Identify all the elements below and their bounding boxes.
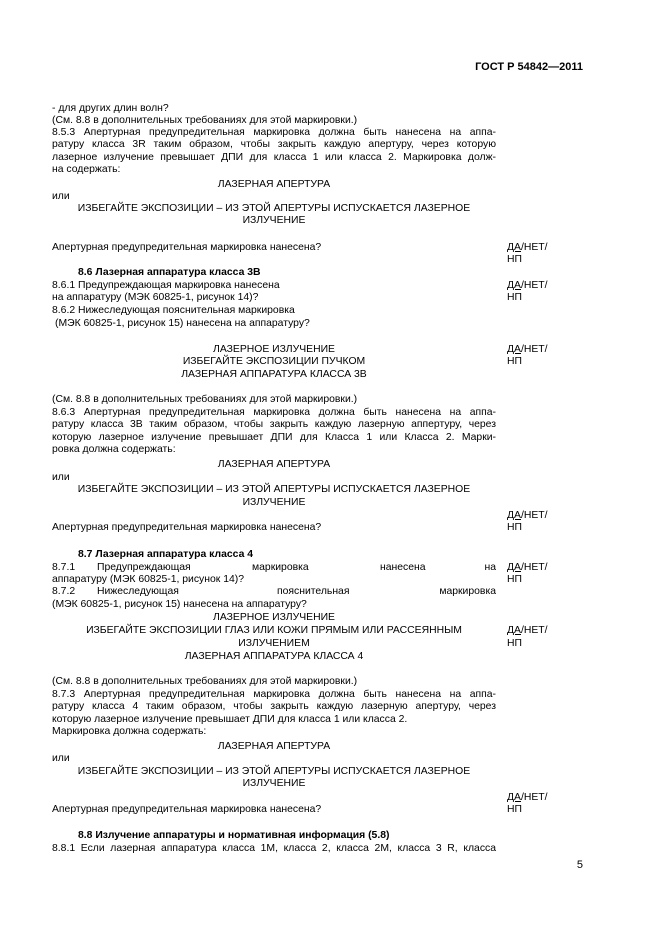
text-line: ровка должна содержать:	[52, 444, 176, 455]
marking-text: ИЗБЕГАЙТЕ ЭКСПОЗИЦИИ ГЛАЗ ИЛИ КОЖИ ПРЯМЫМ ИЛИ РАССЕЯННЫМ	[86, 625, 462, 636]
marking-text: ЛАЗЕРНАЯ АППАРАТУРА КЛАССА 3B	[181, 369, 367, 380]
text-line: 8.7.3 Апертурная предупредительная маркировка должна быть нанесена на аппа-	[52, 689, 496, 700]
marking-text: ЛАЗЕРНАЯ АППАРАТУРА КЛАССА 4	[184, 651, 364, 662]
answer-options: ДА/НЕТ/	[507, 242, 548, 253]
section-heading: 8.8 Излучение аппаратуры и нормативная информация (5.8)	[78, 830, 390, 841]
standard-code: ГОСТ Р 54842—2011	[475, 61, 583, 73]
question-line: Апертурная предупредительная маркировка нанесена?	[52, 804, 322, 815]
text-line: (МЭК 60825-1, рисунок 15) нанесена на аппаратуру?	[55, 318, 310, 329]
answer-na: НП	[507, 638, 522, 649]
answer-options: ДА/НЕТ/	[507, 510, 548, 521]
question-line: Апертурная предупредительная маркировка нанесена?	[52, 242, 322, 253]
text-line: Маркировка должна содержать:	[52, 726, 207, 737]
text-line: 8.5.3 Апертурная предупредительная маркировка должна быть нанесена на аппа-	[52, 127, 496, 138]
answer-options: ДА/НЕТ/	[507, 625, 548, 636]
section-heading: 8.6 Лазерная аппаратура класса 3B	[78, 267, 261, 278]
marking-text: ЛАЗЕРНОЕ ИЗЛУЧЕНИЕ	[213, 612, 335, 623]
marking-text: ЛАЗЕРНАЯ АПЕРТУРА	[217, 179, 331, 190]
text-line: ратуру класса 4 таким образом, чтобы закрыть каждую лазерную апертуру, через	[52, 701, 496, 712]
marking-text: ИЗЛУЧЕНИЕМ	[238, 638, 310, 649]
marking-text: ИЗБЕГАЙТЕ ЭКСПОЗИЦИИ – ИЗ ЭТОЙ АПЕРТУРЫ ИСПУСКАЕТСЯ ЛАЗЕРНОЕ	[77, 766, 471, 777]
text-line: - для других длин волн?	[52, 103, 169, 114]
text-line: лазерное излучение превышает ДПИ для класса 1 или класса 2. Маркировка долж-	[52, 152, 496, 163]
text-line: (См. 8.8 в дополнительных требованиях для этой маркировки.)	[52, 394, 358, 405]
text-line: которую лазерное излучение превышает ДПИ для класса 1 или класса 2.	[52, 714, 408, 725]
text-line: ратуру класса 3R таким образом, чтобы закрыть каждую апертуру, через которую	[52, 139, 496, 150]
answer-options: ДА/НЕТ/	[507, 792, 548, 803]
marking-text: ЛАЗЕРНАЯ АПЕРТУРА	[217, 741, 331, 752]
answer-na: НП	[507, 356, 522, 367]
text-line: которую лазерное излучение превышает ДПИ для Класса 1 или Класса 2. Марки-	[52, 432, 496, 443]
text-line: 8.6.2 Нижеследующая пояснительная маркировка	[52, 305, 295, 316]
marking-text: ИЗБЕГАЙТЕ ЭКСПОЗИЦИИ – ИЗ ЭТОЙ АПЕРТУРЫ ИСПУСКАЕТСЯ ЛАЗЕРНОЕ	[77, 203, 471, 214]
answer-options: ДА/НЕТ/	[507, 562, 548, 573]
text-line: ратуру класса 3B таким образом, чтобы закрыть каждую лазерную аппертуру, через	[52, 419, 496, 430]
marking-text: ЛАЗЕРНАЯ АПЕРТУРА	[217, 459, 331, 470]
section-heading: 8.7 Лазерная аппаратура класса 4	[78, 549, 254, 560]
marking-text: ИЗЛУЧЕНИЕ	[242, 778, 306, 789]
text-line: (МЭК 60825-1, рисунок 15) нанесена на аппаратуру?	[52, 599, 307, 610]
marking-text: ИЗЛУЧЕНИЕ	[242, 497, 306, 508]
text-line: 8.6.1 Предупреждающая маркировка нанесена	[52, 280, 280, 291]
answer-na: НП	[507, 804, 522, 815]
answer-options: ДА/НЕТ/	[507, 344, 548, 355]
text-line: на содержать:	[52, 164, 121, 175]
text-line: на аппаратуру (МЭК 60825-1, рисунок 14)?	[52, 292, 259, 303]
answer-na: НП	[507, 292, 522, 303]
text-line: (См. 8.8 в дополнительных требованиях для этой маркировки.)	[52, 115, 358, 126]
page-number: 5	[576, 859, 583, 871]
marking-text: ИЗБЕГАЙТЕ ЭКСПОЗИЦИИ – ИЗ ЭТОЙ АПЕРТУРЫ ИСПУСКАЕТСЯ ЛАЗЕРНОЕ	[77, 484, 471, 495]
answer-na: НП	[507, 522, 522, 533]
text-line: 8.6.3 Апертурная предупредительная маркировка должна быть нанесена на аппа-	[52, 407, 496, 418]
answer-na: НП	[507, 254, 522, 265]
answer-na: НП	[507, 574, 522, 585]
document-page: ГОСТ Р 54842—2011 - для других длин волн? (См. 8.8 в дополнительных требованиях для этой маркировки.) 8.5.3 Апертурная предупредительная маркировка должна быть нанесена на аппа- ратуру класса 3R таким образом, чтобы закрыть каждую апертуру, через которую лазерное излучение превышает ДПИ для класса 1 или класса 2. Маркировка долж- на содержать: ЛАЗЕРНАЯ АПЕРТУРА или ИЗБЕГАЙТЕ ЭКСПОЗИЦИИ – ИЗ ЭТОЙ АПЕРТУРЫ ИСПУСКАЕТСЯ ЛАЗЕРНОЕ ИЗЛУЧЕНИЕ Апертурная предупредительная маркировка нанесена? ДА/НЕТ/ НП 8.6 Лазерная аппаратура класса 3B 8.6.1 Предупреждающая маркировка нанесена ДА/НЕТ/ на аппаратуру (МЭК 60825-1, рисунок 14)? НП 8.6.2 Нижеследующая пояснительная маркировка (МЭК 60825-1, рисунок 15) нанесена на аппаратуру? ЛАЗЕРНОЕ ИЗЛУЧЕНИЕ ДА/НЕТ/ ИЗБЕГАЙТЕ ЭКСПОЗИЦИИ ПУЧКОМ НП ЛАЗЕРНАЯ АППАРАТУРА КЛАССА 3B (См. 8.8 в дополнительных требованиях для этой маркировки.) 8.6.3 Апертурная предупредительная маркировка должна быть нанесена на аппа- ратуру класса 3B таким образом, чтобы закрыть каждую лазерную аппертуру, через которую лазерное излучение превышает ДПИ для Класса 1 или Класса 2. Марки- ровка должна содержать: ЛАЗЕРНАЯ АПЕРТУРА или ИЗБЕГАЙТЕ ЭКСПОЗИЦИИ – ИЗ ЭТОЙ АПЕРТУРЫ ИСПУСКАЕТСЯ ЛАЗЕРНОЕ ИЗЛУЧЕНИЕ ДА/НЕТ/ Апертурная предупредительная маркировка нанесена? НП 8.7 Лазерная аппаратура класса 4 8.7.1 Предупреждающая маркировка нанесена на ДА/НЕТ/ аппаратуру (МЭК 60825-1, рисунок 14)? НП 8.7.2 Нижеследующая пояснительная маркировка (МЭК 60825-1, рисунок 15) нанесена на аппаратуру? ЛАЗЕРНОЕ ИЗЛУЧЕНИЕ ИЗБЕГАЙТЕ ЭКСПОЗИЦИИ ГЛАЗ ИЛИ КОЖИ ПРЯМЫМ ИЛИ РАССЕЯННЫМ ДА/НЕТ/ ИЗЛУЧЕНИЕМ НП ЛАЗЕРНАЯ АППАРАТУРА КЛАССА 4 (См. 8.8 в дополнительных требованиях для этой маркировки.) 8.7.3 Апертурная предупредительная маркировка должна быть нанесена на аппа- ратуру класса 4 таким образом, чтобы закрыть каждую лазерную апертуру, через которую лазерное излучение превышает ДПИ для класса 1 или класса 2. Маркировка должна содержать: ЛАЗЕРНАЯ АПЕРТУРА или ИЗБЕГАЙТЕ ЭКСПОЗИЦИИ – ИЗ ЭТОЙ АПЕРТУРЫ ИСПУСКАЕТСЯ ЛАЗЕРНОЕ ИЗЛУЧЕНИЕ ДА/НЕТ/ Апертурная предупредительная маркировка нанесена? НП 8.8 Излучение аппаратуры и нормативная информация (5.8) 8.8.1 Если лазерная аппаратура класса 1М, класса 2, класса 2М, класса 3 R, класса 5	[52, 61, 583, 871]
answer-options: ДА/НЕТ/	[507, 280, 548, 291]
text-line: 8.8.1 Если лазерная аппаратура класса 1М, класса 2, класса 2М, класса 3 R, класса	[52, 843, 496, 854]
marking-text: ИЗЛУЧЕНИЕ	[242, 215, 306, 226]
text-line: или	[52, 753, 70, 764]
marking-text: ЛАЗЕРНОЕ ИЗЛУЧЕНИЕ	[213, 344, 335, 355]
text-line: аппаратуру (МЭК 60825-1, рисунок 14)?	[52, 574, 244, 585]
marking-text: ИЗБЕГАЙТЕ ЭКСПОЗИЦИИ ПУЧКОМ	[182, 356, 366, 367]
text-line: или	[52, 191, 70, 202]
text-line: (См. 8.8 в дополнительных требованиях для этой маркировки.)	[52, 676, 358, 687]
question-line: Апертурная предупредительная маркировка нанесена?	[52, 522, 322, 533]
text-line: или	[52, 472, 70, 483]
